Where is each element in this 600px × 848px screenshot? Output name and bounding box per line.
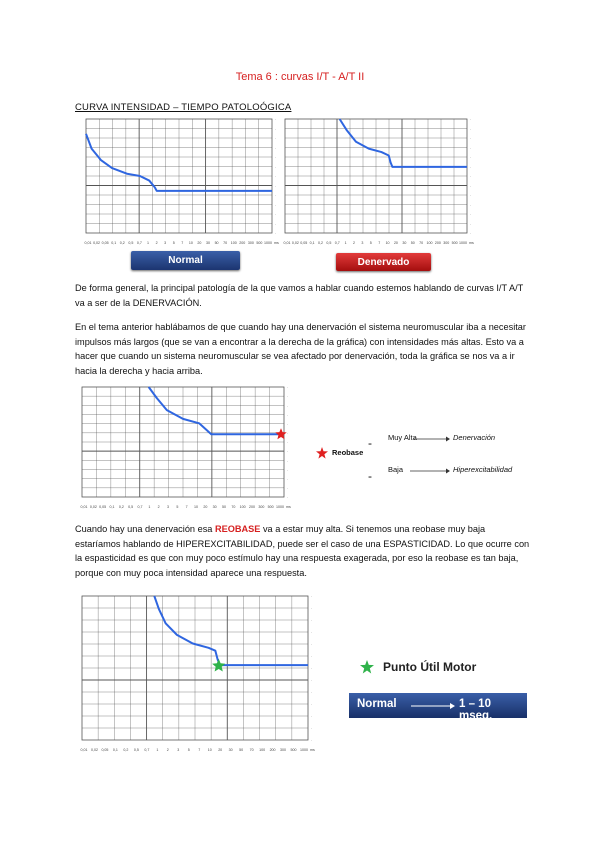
x-tick-label: 2 [157,505,160,509]
x-tick-label: 0,05 [101,241,109,245]
y-tick-label: · [275,118,277,122]
x-tick-label: 1000 [276,505,284,509]
y-tick-label: · [470,184,472,189]
y-tick-label: · [470,175,472,179]
x-tick-label: 70 [223,241,228,245]
reobase-highlight: REOBASE [214,524,261,534]
paragraph-2: En el tema anterior hablábamos de que cuando hay una denervación el sistema neuromuscular iba a necesitar impulsos más largos (que se van a encontrar a la derecha de la gráfica) con intensidades más altas. Esto va a hacer que cuando un sistema neuromuscular se vea afectado por denervación, toda la gráfica se nos va a ir hacia la derecha y hacia arriba. [75,322,526,376]
x-tick-label: 300 [443,241,450,245]
arrow-right-icon [410,467,450,475]
x-tick-label: 3 [164,241,167,245]
x-tick-label: 0,2 [118,505,124,509]
denervado-label: Denervado [336,253,431,271]
y-tick-label: · [311,667,313,671]
x-axis-unit: ms [310,748,315,752]
x-tick-label: 30 [206,241,210,245]
y-tick-label: · [311,679,313,683]
y-tick-label: · [275,165,277,170]
y-tick-label: · [275,213,277,217]
legend-dash-upper: - [368,436,372,450]
reobase-high-result: Denervación [453,433,496,442]
x-tick-label: 3 [167,505,169,509]
x-tick-label: 0,5 [128,505,134,509]
it-curve [340,119,467,167]
x-tick-label: 30 [402,241,407,245]
arrow-right-icon [414,435,450,443]
y-tick-label: · [287,422,289,427]
x-tick-label: 3 [177,748,180,752]
y-tick-label: · [287,486,289,491]
paragraph-3-start: Cuando hay una denervación esa [75,524,215,534]
x-tick-label: 0,01 [283,241,291,245]
y-tick-label: · [275,127,277,132]
x-tick-label: 70 [249,748,254,752]
normal-duration-value: 1 – 10 mseg. [459,698,493,722]
x-tick-label: 2 [353,241,356,245]
y-tick-label: · [311,691,313,695]
x-tick-label: 50 [214,241,219,245]
x-axis-ticks [81,505,285,509]
y-tick-label: · [470,165,472,170]
x-tick-label: 20 [218,748,223,752]
x-tick-label: 100 [230,241,237,245]
motor-point-curve-chart [80,594,324,754]
y-tick-label: · [287,431,289,436]
x-tick-label: 20 [197,241,202,245]
paragraph-3 [75,522,530,580]
x-tick-label: 1000 [459,241,467,245]
y-tick-label: · [311,703,313,707]
x-tick-label: 0,1 [109,505,115,509]
y-tick-label: · [275,175,277,179]
reobase-label: Reobase [332,448,364,457]
x-tick-label: 7 [181,241,184,245]
x-tick-label: 200 [239,241,246,245]
x-tick-label: 7 [185,505,188,509]
y-tick-label: · [311,715,313,719]
motor-point-star-icon [212,659,225,672]
x-axis-ticks [85,241,273,245]
x-tick-label: 0,7 [334,241,340,245]
x-tick-label: 500 [256,241,263,245]
star-red-icon [316,447,328,459]
x-tick-label: 100 [259,748,266,752]
x-tick-label: 200 [249,505,255,509]
y-tick-label: · [311,655,313,659]
y-tick-label: · [275,156,277,160]
x-tick-label: 100 [239,505,246,509]
y-tick-label: · [311,619,313,623]
x-axis-ticks [81,748,309,752]
y-tick-label: · [275,222,277,227]
y-tick-label: · [311,643,313,647]
y-tick-label: · [470,203,472,208]
x-tick-label: 1000 [264,241,272,245]
x-tick-label: 7 [198,748,201,752]
x-tick-label: 0,7 [137,505,143,509]
y-tick-label: · [287,395,289,400]
x-tick-label: 2 [166,748,169,752]
paragraph-1: De forma general, la principal patología de la que vamos a hablar cuando estemos hablando de curvas I/T A/T va a ser de la DENERVACIÓN. [75,283,524,308]
x-tick-label: 2 [155,241,158,245]
y-tick-label: · [470,232,472,236]
legend-dash-lower: - [368,469,372,483]
x-tick-label: 5 [176,505,179,509]
y-tick-label: · [470,222,472,227]
grid [86,119,272,233]
x-tick-label: 0,02 [93,241,101,245]
x-tick-label: 0,05 [99,505,107,509]
x-tick-label: 50 [410,241,415,245]
y-tick-label: · [470,127,472,132]
x-tick-label: 20 [393,241,398,245]
x-tick-label: 100 [426,241,433,245]
x-axis-unit: ms [274,241,279,245]
y-tick-label: · [470,146,472,151]
x-axis-unit: ms [469,241,474,245]
x-tick-label: 0,5 [326,241,332,245]
y-tick-label: · [311,739,313,743]
x-tick-label: 0,5 [133,748,139,752]
grid [82,387,284,497]
x-tick-label: 0,1 [111,241,117,245]
x-tick-label: 70 [419,241,424,245]
x-tick-label: 10 [194,505,198,509]
grid [82,596,308,740]
reobase-legend [310,425,550,485]
x-tick-label: 10 [385,241,390,245]
x-tick-label: 0,7 [136,241,142,245]
x-tick-label: 1 [147,241,149,245]
motor-point-label: Punto Útil Motor [383,660,477,674]
y-tick-label: · [287,477,289,482]
y-tick-label: · [287,468,289,473]
it-curve [149,387,280,434]
y-tick-label: · [275,194,277,198]
x-tick-label: 200 [434,241,441,245]
x-tick-label: 1 [148,505,151,509]
y-tick-label: · [287,404,289,409]
y-tick-label: · [470,137,472,141]
x-tick-label: 0,02 [89,505,97,509]
x-tick-label: 0,2 [119,241,125,245]
y-tick-label: · [470,118,472,122]
x-tick-label: 0,01 [80,505,88,509]
y-tick-label: · [287,450,289,455]
x-tick-label: 300 [258,505,265,509]
x-tick-label: 3 [361,241,364,245]
x-tick-label: 500 [267,505,274,509]
y-tick-label: · [287,386,289,390]
y-tick-label: · [287,441,289,445]
x-tick-label: 1 [344,241,347,245]
y-tick-label: · [470,194,472,198]
x-tick-label: 0,1 [309,241,315,245]
normal-curve-chart [84,117,280,247]
x-tick-label: 500 [290,748,297,752]
x-tick-label: 0,1 [112,748,118,752]
y-tick-label: · [311,727,313,731]
x-tick-label: 10 [188,241,193,245]
y-tick-label: · [470,213,472,217]
y-tick-label: · [311,595,313,599]
x-tick-label: 0,2 [318,241,324,245]
it-curve [154,596,308,665]
y-tick-label: · [470,156,472,160]
y-tick-label: · [311,607,313,611]
y-tick-label: · [275,203,277,208]
x-tick-label: 200 [269,748,276,752]
x-tick-label: 30 [212,505,217,509]
y-tick-label: · [311,631,313,635]
x-tick-label: 50 [222,505,226,509]
x-tick-label: 7 [378,241,381,245]
normal-duration-box [349,693,527,722]
section-heading: CURVA INTENSIDAD – TIEMPO PATOLOÓGICA [75,102,292,113]
reobase-low-result: Hiperexcitabilidad [453,465,513,474]
x-tick-label: 10 [207,748,212,752]
x-tick-label: 0,02 [90,748,98,752]
x-tick-label: 0,5 [128,241,134,245]
y-tick-label: · [275,137,277,141]
page-title: Tema 6 : curvas I/T - A/T II [235,71,365,83]
y-tick-label: · [287,496,289,500]
y-tick-label: · [287,459,289,464]
x-tick-label: 5 [187,748,190,752]
grid [285,119,467,233]
reobase-low-label: Baja [388,465,404,474]
x-tick-label: 70 [231,505,236,509]
reobase-star-icon [275,428,289,439]
x-tick-label: 0,02 [291,241,299,245]
x-tick-label: 20 [203,505,208,509]
denervated-curve-chart [283,117,479,247]
reobase-curve-chart [80,385,296,511]
x-tick-label: 0,01 [80,748,88,752]
normal-duration-label: Normal [357,698,397,710]
star-green-icon [360,660,374,674]
x-axis-ticks [284,241,468,245]
x-tick-label: 300 [280,748,287,752]
y-tick-label: · [275,232,277,236]
x-tick-label: 30 [228,748,233,752]
x-tick-label: 500 [451,241,458,245]
x-axis-unit: ms [286,505,291,509]
x-tick-label: 0,05 [101,748,109,752]
arrow-right-icon [411,702,455,710]
x-tick-label: 5 [369,241,372,245]
paragraph-3-end: va a estar muy alta. Si tenemos una reobase muy baja estaríamos hablando de HIPEREXCITABILIDAD, puede ser el caso de una ESPASTICIDAD. Lo que ocurre con la espasticidad es que con muy poco estímulo hay una respuesta exagerada, por eso la reobase es tan baja, porque con muy poca intensidad aparece una respuesta. [75,524,530,578]
y-tick-label: · [275,146,277,151]
y-tick-label: · [275,184,277,189]
x-tick-label: 1000 [300,748,308,752]
normal-label: Normal [131,251,240,270]
x-tick-label: 50 [239,748,244,752]
x-tick-label: 0,05 [300,241,308,245]
x-tick-label: 0,7 [144,748,150,752]
y-tick-label: · [287,413,289,418]
x-tick-label: 5 [172,241,175,245]
reobase-high-label: Muy Alta [388,433,417,442]
x-tick-label: 0,2 [123,748,129,752]
x-tick-label: 0,01 [84,241,92,245]
x-tick-label: 1 [156,748,159,752]
x-tick-label: 300 [247,241,254,245]
